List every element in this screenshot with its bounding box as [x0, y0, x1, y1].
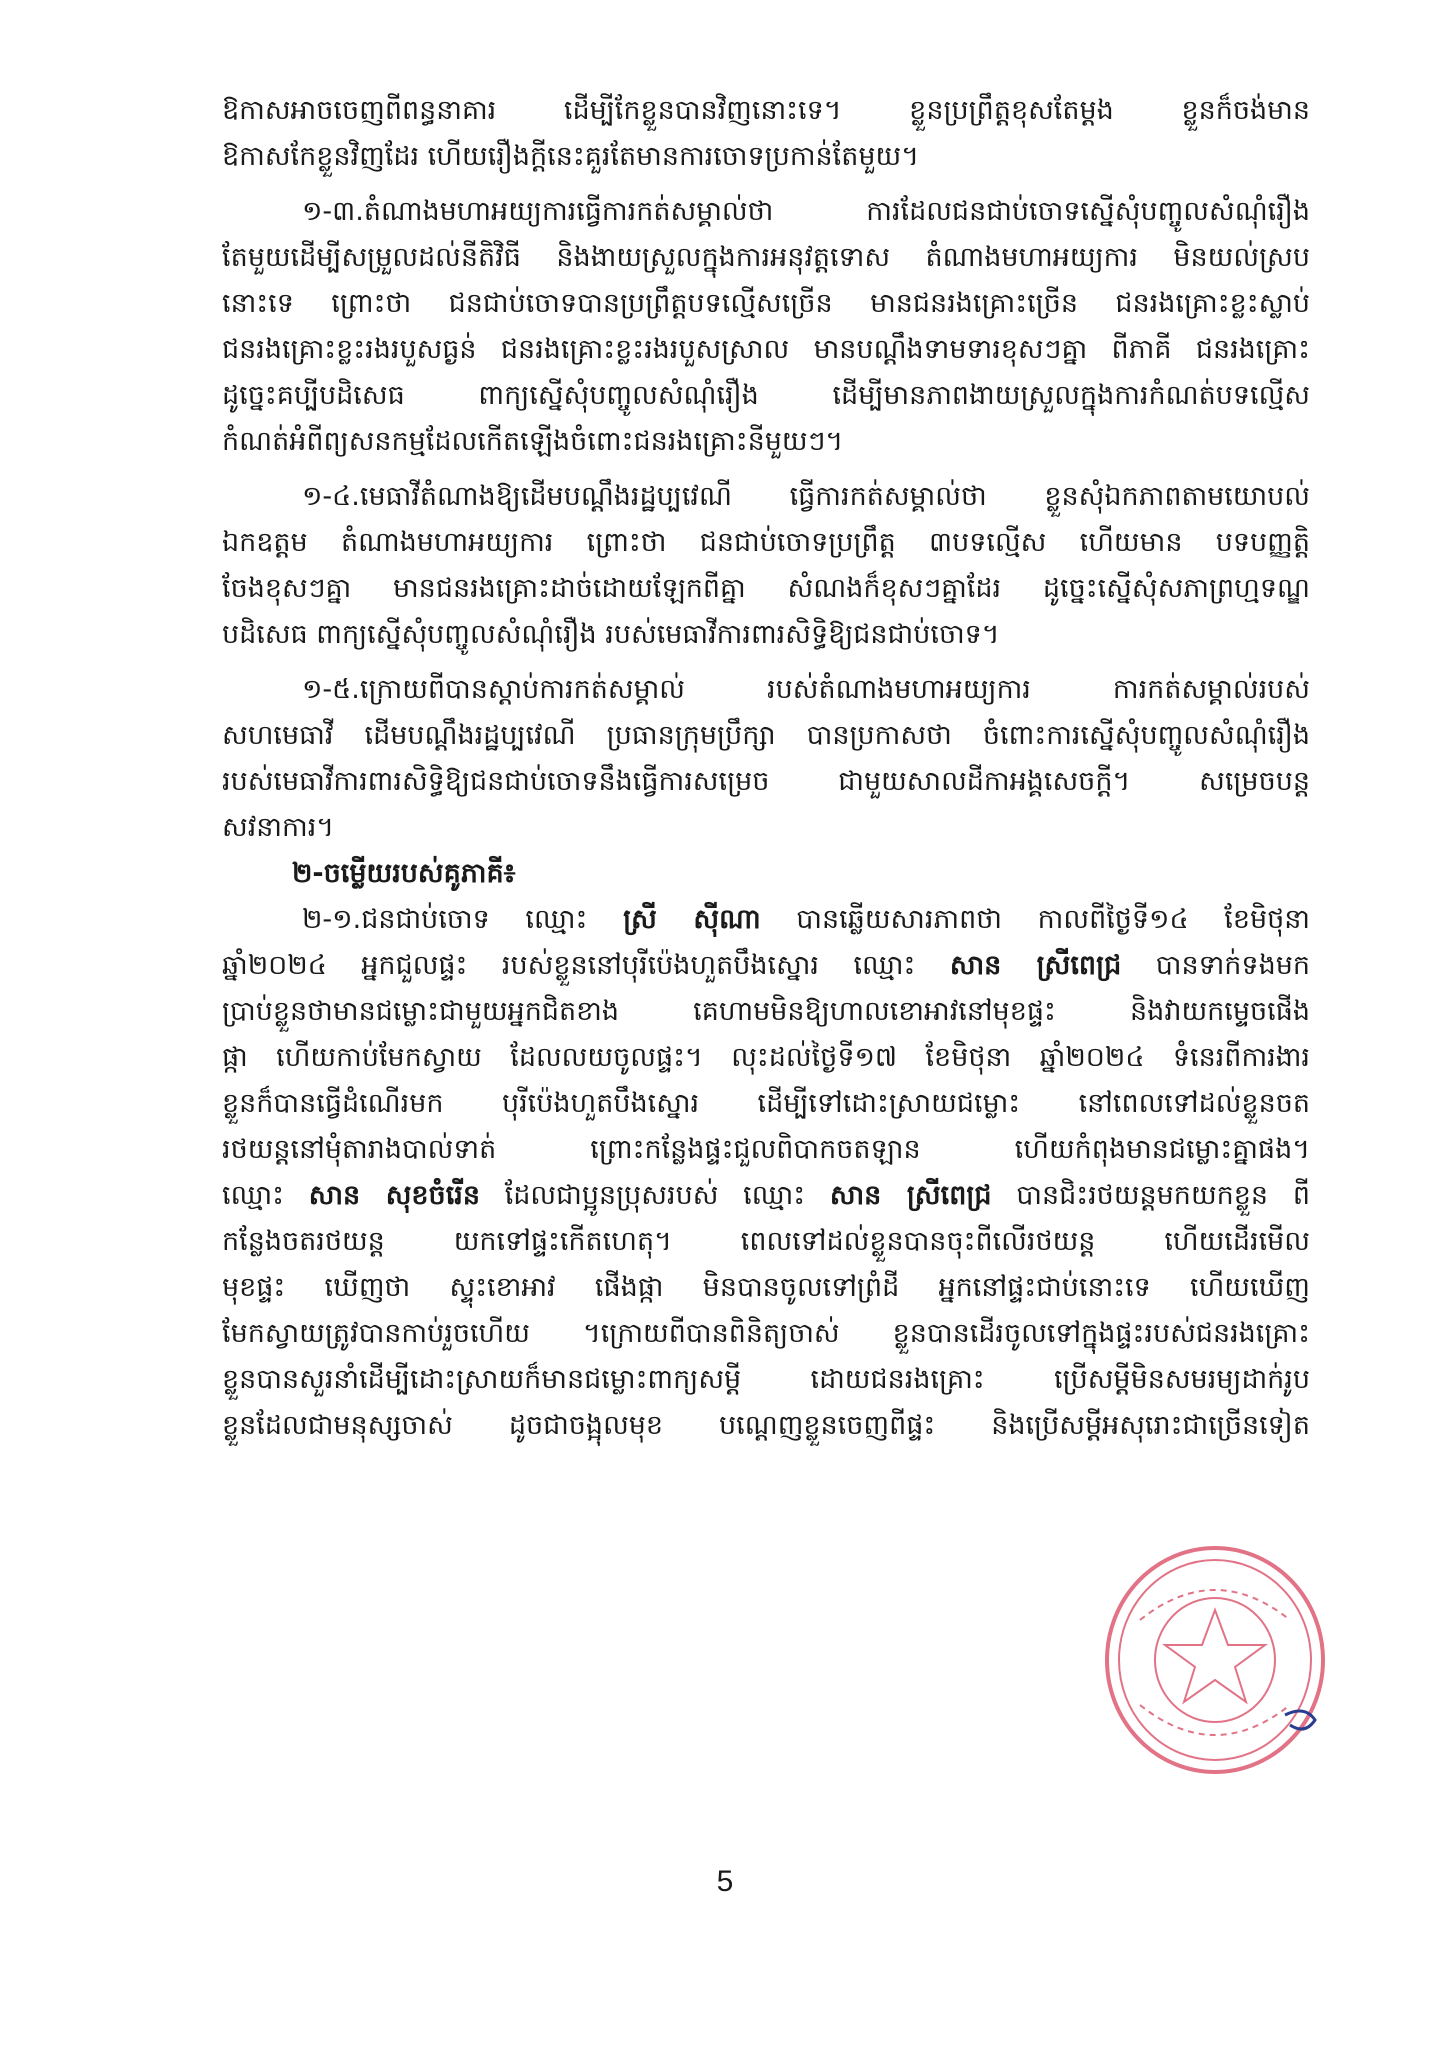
page-number: 5	[716, 1865, 734, 1898]
text-line: ខ្លួនក៏បានធ្វើដំណើរមក បុរីប៉េងហួតបឹងស្នោរ ដើម្បីទៅដោះស្រាយជម្លោះ នៅពេលទៅដល់ខ្លួនចត	[222, 1088, 1310, 1119]
text-line: បដិសេធ ពាក្យស្នើសុំបញ្ចូលសំណុំរឿង របស់មេធាវីការពារសិទ្ធិឱ្យជនជាប់ចោទ។	[222, 619, 1000, 650]
tenant-name: សាន ស្រីពេជ្រ	[949, 950, 1122, 981]
text-line: តែមួយដើម្បីសម្រួលដល់នីតិវិធី និងងាយស្រួលក្នុងការអនុវត្តទោស តំណាងមហាអយ្យការ មិនយល់ស្រប	[222, 242, 1310, 273]
tenant-name: សាន ស្រីពេជ្រ	[829, 1180, 992, 1211]
text-line: ១-៣.តំណាងមហាអយ្យការធ្វើការកត់សម្គាល់ថា ការដែលជនជាប់ចោទស្នើសុំបញ្ចូលសំណុំរឿង	[302, 196, 1310, 227]
text-line: ឆ្នាំ២០២៤ អ្នកជួលផ្ទះ របស់ខ្លួននៅបុរីប៉េងហួតបឹងស្នោរ ឈ្មោះ សាន ស្រីពេជ្រ បានទាក់ទងមក	[222, 950, 1310, 981]
text-line: រថយន្តនៅមុំតារាងបាល់ទាត់ ព្រោះកន្លែងផ្ទះជួលពិបាកចតឡាន ហើយកំពុងមានជម្លោះគ្នាផង។	[222, 1134, 1310, 1165]
person-name: សាន សុខចំរើន	[308, 1180, 480, 1211]
text-line: មុខផ្ទះ ឃើញថា ស្ទុះខោអាវ ផើងផ្កា មិនបានចូលទៅព្រំដី អ្នកនៅផ្ទះជាប់នោះទេ ហើយឃើញ	[222, 1272, 1310, 1303]
text-line: ដូច្នេះគប្បីបដិសេធ ពាក្យស្នើសុំបញ្ចូលសំណុំរឿង ដើម្បីមានភាពងាយស្រួលក្នុងការកំណត់បទល្មើស	[222, 380, 1310, 411]
section-heading: ២-ចម្លើយរបស់គូភាគី៖	[292, 858, 516, 889]
text-line: ២-១.ជនជាប់ចោទ ឈ្មោះ ស្រី ស៊ីណា បានឆ្លើយសារភាពថា កាលពីថ្ងៃទី១៤ ខែមិថុនា	[302, 904, 1310, 935]
text-line: ១-៥.ក្រោយពីបានស្តាប់ការកត់សម្គាល់ របស់តំណាងមហាអយ្យការ ការកត់សម្គាល់របស់	[302, 674, 1310, 705]
text-line: ឈ្មោះ សាន សុខចំរើន ដែលជាប្អូនប្រុសរបស់ ឈ្មោះ សាន ស្រីពេជ្រ បានជិះរថយន្តមកយកខ្លួន ពី	[222, 1180, 1310, 1211]
defendant-name: ស្រី ស៊ីណា	[623, 904, 761, 935]
text-line: ឱកាសកែខ្លួនវិញដែរ ហើយរឿងក្តីនេះគួរតែមានការចោទប្រកាន់តែមួយ។	[222, 141, 920, 172]
text-line: ខ្លួនបានសួរនាំដើម្បីដោះស្រាយក៏មានជម្លោះពាក្យសម្តី ដោយជនរងគ្រោះ ប្រើសម្តីមិនសមរម្យដាក់រូប	[222, 1364, 1310, 1395]
text-line: ឯកឧត្តម តំណាងមហាអយ្យការ ព្រោះថា ជនជាប់ចោទប្រព្រឹត្ត ៣បទល្មើស ហើយមាន បទបញ្ញត្តិ	[222, 527, 1310, 558]
text-line: ខ្លួនដែលជាមនុស្សចាស់ ដូចជាចង្អុលមុខ បណ្តេញខ្លួនចេញពីផ្ទះ និងប្រើសម្តីអសុរោះជាច្រើនទៀត	[222, 1410, 1310, 1441]
text-line: ឱកាសអាចចេញពីពន្ធនាគារ ដើម្បីកែខ្លួនបានវិញនោះទេ។ ខ្លួនប្រព្រឹត្តខុសតែម្តង ខ្លួនក៏ចង់មាន	[222, 95, 1310, 126]
text-line: កំណត់អំពីព្យសនកម្មដែលកើតឡើងចំពោះជនរងគ្រោះនីមួយៗ។	[222, 426, 844, 457]
text-line: របស់មេធាវីការពារសិទ្ធិឱ្យជនជាប់ចោទនឹងធ្វើការសម្រេច ជាមួយសាលដីកាអង្គសេចក្តី។ សម្រេចបន្ត	[222, 766, 1310, 797]
text-line: ប្រាប់ខ្លួនថាមានជម្លោះជាមួយអ្នកជិតខាង គេហាមមិនឱ្យហាលខោអាវនៅមុខផ្ទះ និងវាយកម្ទេចផើង	[222, 996, 1310, 1027]
text-line: សវនាការ។	[222, 812, 335, 843]
text-line: ជនរងគ្រោះខ្លះរងរបួសធ្ងន់ ជនរងគ្រោះខ្លះរងរបួសស្រាល មានបណ្តឹងទាមទារខុសៗគ្នា ពីភាគី ជនរងគ្រោះ	[222, 334, 1310, 365]
text-line: សហមេធាវី ដើមបណ្តឹងរដ្ឋប្បវេណី ប្រធានក្រុមប្រឹក្សា បានប្រកាសថា ចំពោះការស្នើសុំបញ្ចូលសំណុំរឿង	[222, 720, 1310, 751]
text-line: កន្លែងចតរថយន្ត យកទៅផ្ទះកើតហេតុ។ ពេលទៅដល់ខ្លួនបានចុះពីលើរថយន្ត ហើយដើរមើល	[222, 1226, 1310, 1257]
text-line: មែកស្វាយត្រូវបានកាប់រួចហើយ ។ក្រោយពីបានពិនិត្យចាស់ ខ្លួនបានដើរចូលទៅក្នុងផ្ទះរបស់ជនរងគ្រោះ	[222, 1318, 1310, 1349]
text-line: ផ្កា ហើយកាប់មែកស្វាយ ដែលលយចូលផ្ទះ។ លុះដល់ថ្ងៃទី១៧ ខែមិថុនា ឆ្នាំ២០២៤ ទំនេរពីការងារ	[222, 1042, 1310, 1073]
official-seal-stamp	[1100, 1540, 1330, 1780]
text-line: នោះទេ ព្រោះថា ជនជាប់ចោទបានប្រព្រឹត្តបទល្មើសច្រើន មានជនរងគ្រោះច្រើន ជនរងគ្រោះខ្លះស្លាប់	[222, 288, 1310, 319]
text-line: ចែងខុសៗគ្នា មានជនរងគ្រោះដាច់ដោយឡែកពីគ្នា សំណងក៏ខុសៗគ្នាដែរ ដូច្នេះស្នើសុំសភាព្រហ្មទណ្ឌ	[222, 573, 1310, 604]
text-line: ១-៤.មេធាវីតំណាងឱ្យដើមបណ្តឹងរដ្ឋប្បវេណី ធ្វើការកត់សម្គាល់ថា ខ្លួនសុំឯកភាពតាមយោបល់	[302, 481, 1310, 512]
body-text	[222, 88, 1310, 1449]
